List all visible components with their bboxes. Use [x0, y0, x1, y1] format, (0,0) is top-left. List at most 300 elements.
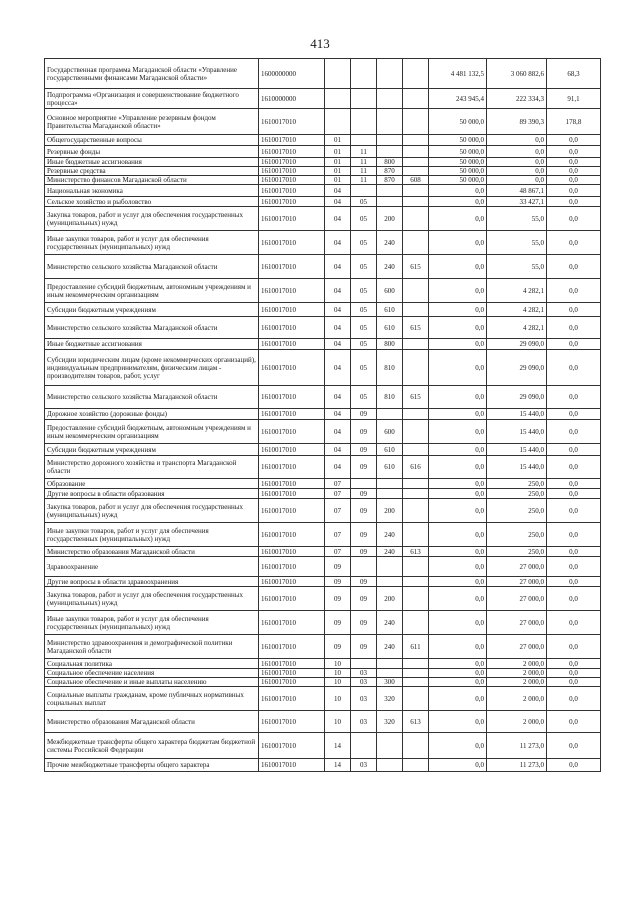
row-section: 09 [325, 557, 351, 577]
row-percent: 0,0 [547, 146, 601, 158]
row-name: Иные бюджетные ассигнования [45, 158, 259, 167]
row-expense-type: 200 [377, 499, 403, 523]
row-ministry-code [403, 687, 429, 711]
table-row [45, 678, 601, 687]
row-ministry-code [403, 611, 429, 635]
table-row [45, 167, 601, 176]
row-code: 1610017010 [259, 659, 325, 669]
row-code: 1610017010 [259, 489, 325, 499]
row-percent: 0,0 [547, 499, 601, 523]
row-percent: 0,0 [547, 158, 601, 167]
row-subsection [351, 557, 377, 577]
row-code: 1610017010 [259, 146, 325, 158]
row-plan: 0,0 [429, 255, 487, 279]
row-percent: 0,0 [547, 733, 601, 759]
row-ministry-code [403, 279, 429, 303]
row-percent: 0,0 [547, 185, 601, 197]
row-ministry-code [403, 89, 429, 109]
row-percent: 0,0 [547, 420, 601, 444]
row-code: 1610000000 [259, 89, 325, 109]
row-expense-type [377, 557, 403, 577]
row-actual: 3 060 882,6 [487, 59, 547, 89]
row-plan: 0,0 [429, 303, 487, 317]
row-plan: 0,0 [429, 386, 487, 409]
row-ministry-code: 613 [403, 547, 429, 557]
table-row [45, 587, 601, 611]
row-name: Резервные фонды [45, 146, 259, 158]
row-ministry-code: 616 [403, 456, 429, 479]
row-section [325, 59, 351, 89]
row-section: 10 [325, 687, 351, 711]
row-actual: 0,0 [487, 135, 547, 146]
row-section: 07 [325, 547, 351, 557]
row-plan: 0,0 [429, 711, 487, 733]
row-expense-type [377, 135, 403, 146]
row-expense-type [377, 197, 403, 207]
row-code: 1610017010 [259, 577, 325, 587]
row-percent: 0,0 [547, 678, 601, 687]
row-plan: 0,0 [429, 733, 487, 759]
row-plan: 243 945,4 [429, 89, 487, 109]
row-subsection: 09 [351, 499, 377, 523]
row-percent: 0,0 [547, 317, 601, 339]
row-name: Министерство образования Магаданской области [45, 711, 259, 733]
table-row [45, 185, 601, 197]
row-code: 1610017010 [259, 557, 325, 577]
row-code: 1610017010 [259, 279, 325, 303]
row-ministry-code [403, 109, 429, 135]
row-subsection: 03 [351, 687, 377, 711]
row-subsection: 05 [351, 231, 377, 255]
row-name: Государственная программа Магаданской области «Управление государственными финансами Магаданской области» [45, 59, 259, 89]
row-code: 1610017010 [259, 167, 325, 176]
row-code: 1610017010 [259, 339, 325, 350]
row-percent: 0,0 [547, 587, 601, 611]
table-row [45, 176, 601, 185]
row-plan: 0,0 [429, 456, 487, 479]
row-plan: 50 000,0 [429, 109, 487, 135]
row-ministry-code [403, 158, 429, 167]
table-row [45, 444, 601, 456]
row-expense-type: 600 [377, 279, 403, 303]
row-expense-type [377, 659, 403, 669]
row-plan: 50 000,0 [429, 135, 487, 146]
row-section: 04 [325, 317, 351, 339]
row-percent: 0,0 [547, 279, 601, 303]
row-section: 04 [325, 350, 351, 386]
table-body [45, 59, 601, 772]
row-expense-type: 810 [377, 386, 403, 409]
row-subsection: 03 [351, 669, 377, 678]
row-section: 04 [325, 409, 351, 420]
row-ministry-code [403, 577, 429, 587]
row-code: 1610017010 [259, 386, 325, 409]
row-expense-type [377, 409, 403, 420]
row-name: Национальная экономика [45, 185, 259, 197]
row-ministry-code [403, 339, 429, 350]
row-name: Иные закупки товаров, работ и услуг для обеспечения государственных (муниципальных) нужд [45, 231, 259, 255]
table-row [45, 231, 601, 255]
row-section: 04 [325, 279, 351, 303]
row-percent: 0,0 [547, 577, 601, 587]
row-name: Предоставление субсидий бюджетным, автономным учреждениям и иным некоммерческим организациям [45, 279, 259, 303]
row-percent: 0,0 [547, 711, 601, 733]
row-code: 1610017010 [259, 176, 325, 185]
row-expense-type [377, 669, 403, 678]
table-row [45, 303, 601, 317]
row-section: 01 [325, 135, 351, 146]
row-plan: 0,0 [429, 611, 487, 635]
row-actual: 27 000,0 [487, 635, 547, 659]
table-row [45, 109, 601, 135]
row-expense-type [377, 489, 403, 499]
row-percent: 0,0 [547, 669, 601, 678]
row-code: 1610017010 [259, 317, 325, 339]
row-percent: 0,0 [547, 687, 601, 711]
row-actual: 11 273,0 [487, 759, 547, 772]
row-subsection: 11 [351, 158, 377, 167]
row-percent: 91,1 [547, 89, 601, 109]
row-code: 1610017010 [259, 456, 325, 479]
table-row [45, 489, 601, 499]
row-percent: 0,0 [547, 167, 601, 176]
row-ministry-code: 608 [403, 176, 429, 185]
row-subsection: 09 [351, 489, 377, 499]
row-expense-type: 240 [377, 255, 403, 279]
table-row [45, 577, 601, 587]
row-code: 1610017010 [259, 255, 325, 279]
row-plan: 0,0 [429, 279, 487, 303]
row-section: 07 [325, 479, 351, 489]
row-subsection: 11 [351, 146, 377, 158]
row-subsection: 05 [351, 197, 377, 207]
row-name: Иные закупки товаров, работ и услуг для обеспечения государственных (муниципальных) нужд [45, 523, 259, 547]
row-code: 1610017010 [259, 635, 325, 659]
row-subsection [351, 479, 377, 489]
row-name: Социальная политика [45, 659, 259, 669]
row-actual: 29 090,0 [487, 339, 547, 350]
row-expense-type: 800 [377, 339, 403, 350]
row-code: 1610017010 [259, 678, 325, 687]
row-expense-type [377, 733, 403, 759]
row-section: 01 [325, 176, 351, 185]
table-row [45, 669, 601, 678]
row-section: 04 [325, 185, 351, 197]
row-code: 1610017010 [259, 231, 325, 255]
row-expense-type: 320 [377, 711, 403, 733]
row-name: Прочие межбюджетные трансферты общего характера [45, 759, 259, 772]
table-row [45, 317, 601, 339]
row-section: 01 [325, 167, 351, 176]
row-code: 1610017010 [259, 135, 325, 146]
row-expense-type [377, 185, 403, 197]
row-ministry-code [403, 479, 429, 489]
row-subsection: 09 [351, 523, 377, 547]
row-name: Субсидии юридическим лицам (кроме некоммерческих организаций), индивидуальным предпринимателям, физическим лицам - производителям товаров, работ, услуг [45, 350, 259, 386]
row-section: 10 [325, 659, 351, 669]
table-row [45, 255, 601, 279]
row-actual: 4 282,1 [487, 317, 547, 339]
row-section: 04 [325, 386, 351, 409]
row-code: 1610017010 [259, 303, 325, 317]
row-actual: 0,0 [487, 176, 547, 185]
row-actual: 2 000,0 [487, 678, 547, 687]
row-plan: 0,0 [429, 339, 487, 350]
row-subsection: 03 [351, 759, 377, 772]
row-ministry-code [403, 303, 429, 317]
row-subsection: 05 [351, 255, 377, 279]
row-section: 04 [325, 339, 351, 350]
row-plan: 0,0 [429, 207, 487, 231]
row-subsection [351, 659, 377, 669]
row-ministry-code [403, 678, 429, 687]
row-plan: 0,0 [429, 479, 487, 489]
row-section: 04 [325, 303, 351, 317]
row-ministry-code [403, 207, 429, 231]
row-expense-type: 300 [377, 678, 403, 687]
row-ministry-code [403, 659, 429, 669]
row-name: Министерство сельского хозяйства Магаданской области [45, 386, 259, 409]
row-percent: 0,0 [547, 303, 601, 317]
row-ministry-code [403, 167, 429, 176]
row-percent: 0,0 [547, 635, 601, 659]
row-actual: 250,0 [487, 499, 547, 523]
row-code: 1610017010 [259, 185, 325, 197]
row-plan: 0,0 [429, 557, 487, 577]
row-ministry-code [403, 135, 429, 146]
row-percent: 0,0 [547, 523, 601, 547]
row-section: 01 [325, 158, 351, 167]
row-subsection [351, 109, 377, 135]
row-name: Другие вопросы в области здравоохранения [45, 577, 259, 587]
table-row [45, 456, 601, 479]
table-row [45, 386, 601, 409]
row-ministry-code: 615 [403, 386, 429, 409]
row-ministry-code [403, 499, 429, 523]
row-name: Субсидии бюджетным учреждениям [45, 303, 259, 317]
row-name: Сельское хозяйство и рыболовство [45, 197, 259, 207]
table-row [45, 89, 601, 109]
row-ministry-code: 615 [403, 255, 429, 279]
row-ministry-code [403, 59, 429, 89]
table-row [45, 711, 601, 733]
row-name: Другие вопросы в области образования [45, 489, 259, 499]
row-section: 04 [325, 197, 351, 207]
page-number: 413 [310, 36, 330, 51]
row-expense-type: 200 [377, 587, 403, 611]
row-actual: 11 273,0 [487, 733, 547, 759]
row-ministry-code [403, 669, 429, 678]
row-name: Министерство финансов Магаданской области [45, 176, 259, 185]
row-plan: 0,0 [429, 350, 487, 386]
row-actual: 48 867,1 [487, 185, 547, 197]
row-section: 07 [325, 489, 351, 499]
table-row [45, 279, 601, 303]
row-plan: 0,0 [429, 231, 487, 255]
row-subsection: 03 [351, 678, 377, 687]
row-section [325, 89, 351, 109]
row-name: Общегосударственные вопросы [45, 135, 259, 146]
row-percent: 0,0 [547, 444, 601, 456]
row-expense-type: 320 [377, 687, 403, 711]
row-section: 07 [325, 523, 351, 547]
row-ministry-code: 613 [403, 711, 429, 733]
row-code: 1610017010 [259, 733, 325, 759]
row-subsection [351, 185, 377, 197]
row-actual: 0,0 [487, 146, 547, 158]
row-percent: 0,0 [547, 557, 601, 577]
row-section: 01 [325, 146, 351, 158]
row-actual: 2 000,0 [487, 711, 547, 733]
budget-table [44, 58, 601, 772]
row-percent: 0,0 [547, 231, 601, 255]
row-section: 14 [325, 733, 351, 759]
row-actual: 55,0 [487, 255, 547, 279]
table-row [45, 207, 601, 231]
row-plan: 0,0 [429, 659, 487, 669]
row-name: Министерство образования Магаданской области [45, 547, 259, 557]
row-subsection: 09 [351, 444, 377, 456]
row-percent: 0,0 [547, 176, 601, 185]
table-row [45, 420, 601, 444]
row-expense-type [377, 146, 403, 158]
row-ministry-code [403, 587, 429, 611]
row-expense-type [377, 577, 403, 587]
table-row [45, 135, 601, 146]
row-expense-type: 240 [377, 635, 403, 659]
row-code: 1610017010 [259, 109, 325, 135]
row-plan: 0,0 [429, 547, 487, 557]
row-code: 1610017010 [259, 444, 325, 456]
row-percent: 0,0 [547, 611, 601, 635]
row-ministry-code: 611 [403, 635, 429, 659]
row-code: 1610017010 [259, 711, 325, 733]
row-actual: 222 334,3 [487, 89, 547, 109]
row-subsection: 11 [351, 167, 377, 176]
table-row [45, 59, 601, 89]
table-row [45, 687, 601, 711]
row-section: 04 [325, 444, 351, 456]
row-subsection: 05 [351, 339, 377, 350]
row-plan: 0,0 [429, 420, 487, 444]
row-ministry-code [403, 185, 429, 197]
row-actual: 89 390,3 [487, 109, 547, 135]
row-expense-type [377, 59, 403, 89]
row-subsection: 05 [351, 317, 377, 339]
row-subsection: 09 [351, 547, 377, 557]
table-row [45, 409, 601, 420]
row-actual: 0,0 [487, 167, 547, 176]
row-subsection: 09 [351, 587, 377, 611]
row-ministry-code: 615 [403, 317, 429, 339]
row-plan: 50 000,0 [429, 167, 487, 176]
table-row [45, 611, 601, 635]
row-percent: 0,0 [547, 350, 601, 386]
row-name: Закупка товаров, работ и услуг для обеспечения государственных (муниципальных) нужд [45, 499, 259, 523]
row-section: 09 [325, 587, 351, 611]
row-name: Министерство сельского хозяйства Магаданской области [45, 317, 259, 339]
row-actual: 2 000,0 [487, 669, 547, 678]
row-percent: 0,0 [547, 339, 601, 350]
row-plan: 0,0 [429, 185, 487, 197]
row-code: 1600000000 [259, 59, 325, 89]
row-subsection: 09 [351, 635, 377, 659]
table-row [45, 659, 601, 669]
row-section: 10 [325, 669, 351, 678]
row-section: 09 [325, 635, 351, 659]
row-code: 1610017010 [259, 479, 325, 489]
row-expense-type: 240 [377, 611, 403, 635]
row-section: 07 [325, 499, 351, 523]
row-actual: 4 282,1 [487, 279, 547, 303]
row-expense-type [377, 759, 403, 772]
row-ministry-code [403, 523, 429, 547]
row-actual: 0,0 [487, 158, 547, 167]
table-row [45, 733, 601, 759]
row-ministry-code [403, 231, 429, 255]
row-name: Социальные выплаты гражданам, кроме публичных нормативных социальных выплат [45, 687, 259, 711]
row-code: 1610017010 [259, 197, 325, 207]
row-expense-type: 240 [377, 523, 403, 547]
row-percent: 0,0 [547, 255, 601, 279]
row-percent: 0,0 [547, 456, 601, 479]
row-actual: 2 000,0 [487, 659, 547, 669]
row-expense-type [377, 479, 403, 489]
row-expense-type: 240 [377, 231, 403, 255]
table-row [45, 158, 601, 167]
row-percent: 178,8 [547, 109, 601, 135]
row-code: 1610017010 [259, 759, 325, 772]
table-row [45, 499, 601, 523]
row-name: Основное мероприятие «Управление резервным фондом Правительства Магаданской области» [45, 109, 259, 135]
row-subsection [351, 135, 377, 146]
row-percent: 0,0 [547, 409, 601, 420]
row-ministry-code [403, 557, 429, 577]
row-ministry-code [403, 444, 429, 456]
row-subsection: 09 [351, 611, 377, 635]
row-name: Образование [45, 479, 259, 489]
row-expense-type: 870 [377, 176, 403, 185]
row-actual: 33 427,1 [487, 197, 547, 207]
row-actual: 4 282,1 [487, 303, 547, 317]
row-ministry-code [403, 146, 429, 158]
row-code: 1610017010 [259, 669, 325, 678]
row-section: 04 [325, 456, 351, 479]
row-name: Резервные средства [45, 167, 259, 176]
row-subsection [351, 89, 377, 109]
row-actual: 27 000,0 [487, 577, 547, 587]
table-row [45, 479, 601, 489]
row-plan: 0,0 [429, 678, 487, 687]
row-actual: 250,0 [487, 479, 547, 489]
row-actual: 250,0 [487, 547, 547, 557]
row-name: Социальное обеспечение населения [45, 669, 259, 678]
row-section: 10 [325, 678, 351, 687]
row-percent: 0,0 [547, 135, 601, 146]
row-expense-type: 610 [377, 303, 403, 317]
row-code: 1610017010 [259, 409, 325, 420]
row-actual: 29 090,0 [487, 350, 547, 386]
row-ministry-code [403, 759, 429, 772]
table-row [45, 523, 601, 547]
row-actual: 250,0 [487, 523, 547, 547]
row-name: Закупка товаров, работ и услуг для обеспечения государственных (муниципальных) нужд [45, 207, 259, 231]
row-code: 1610017010 [259, 611, 325, 635]
row-actual: 27 000,0 [487, 557, 547, 577]
row-expense-type: 800 [377, 158, 403, 167]
row-actual: 15 440,0 [487, 456, 547, 479]
row-percent: 68,3 [547, 59, 601, 89]
